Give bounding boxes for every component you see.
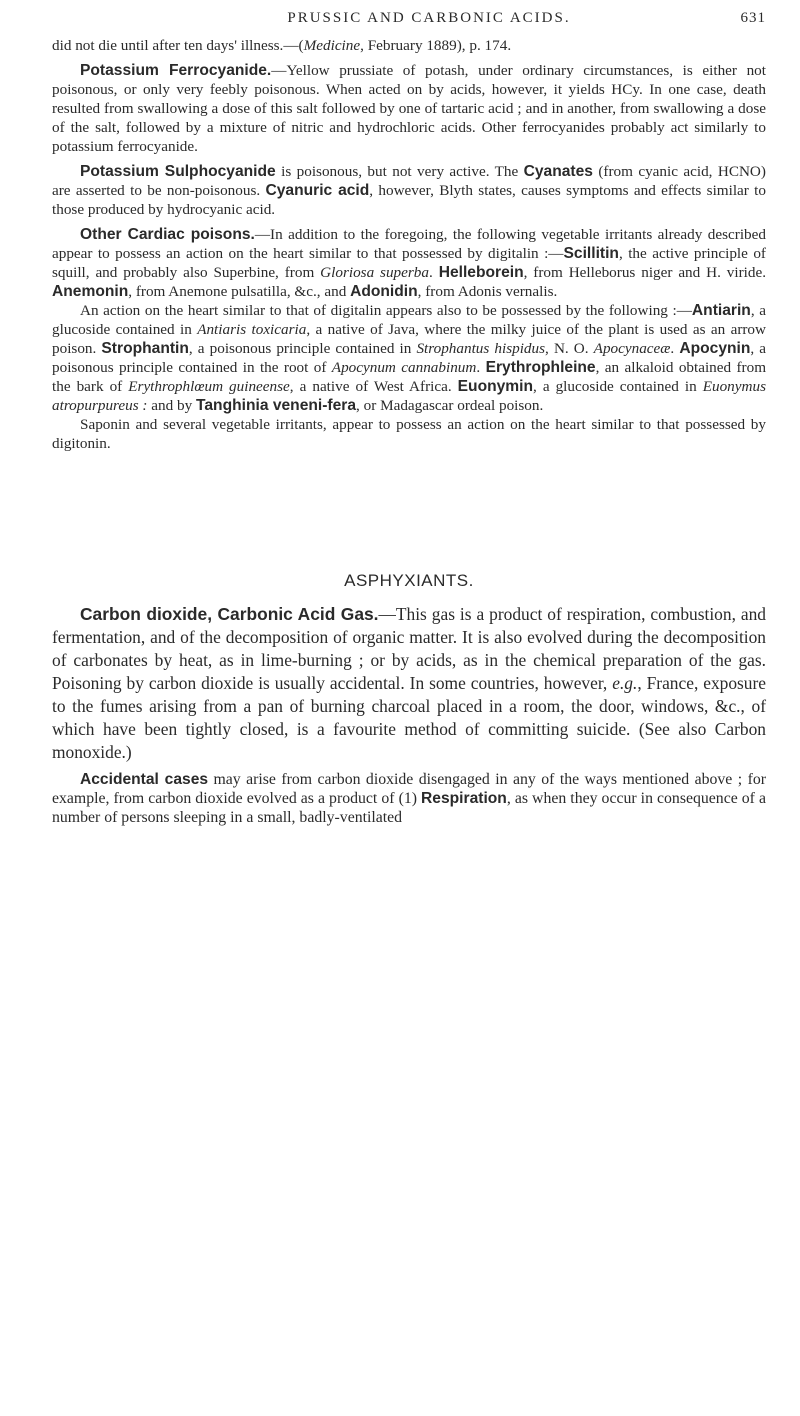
- entry-heading: Potassium Sulphocyanide: [80, 163, 276, 180]
- species-name: Gloriosa superba: [320, 264, 429, 281]
- section-heading: ASPHYXIANTS.: [344, 571, 474, 590]
- text-run: , from Adonis vernalis.: [417, 283, 558, 300]
- text-run: is poisonous, but not very active. The: [275, 163, 524, 180]
- journal-title: Medicine: [303, 37, 361, 54]
- text-run: , a native of West Africa.: [289, 378, 458, 395]
- text-run: (from cyanic acid, HCNO) are asserted to be non-poisonous.: [52, 163, 766, 199]
- entry-heading: Carbon dioxide, Carbonic Acid Gas.: [80, 604, 379, 624]
- text-run: , France, exposure to the fumes arising from a pan of burning charcoal placed in a room, the door, windows, &c., of which have been tightly closed, is a favourite method of committing suicide. (See also Carbon monoxide.): [52, 673, 767, 762]
- entry-heading: Potassium Ferrocyanide.: [80, 62, 272, 79]
- text-run: , from Anemone pulsatilla, &c., and: [128, 283, 351, 300]
- text-run: , a glucoside contained in: [52, 302, 766, 338]
- text-run: may arise from carbon dioxide disengaged in any of the ways mentioned above ; for example, from carbon dioxide evolved as a product of (1): [52, 771, 766, 807]
- text-run: .: [670, 340, 680, 357]
- entry-heading: Other Cardiac poisons.: [80, 226, 255, 243]
- text-run: , however, Blyth states, causes symptoms and effects similar to those produced by hydrocyanic acid.: [52, 182, 766, 218]
- text-run: .: [476, 359, 486, 376]
- text-run: , a native of Java, where the milky juice of the plant is used as an arrow poison.: [52, 321, 766, 357]
- paragraph-potassium-ferrocyanide: [52, 61, 766, 156]
- paragraph-saponin: [52, 415, 766, 453]
- text-run: , an alkaloid obtained from the bark of: [52, 359, 767, 395]
- paragraph-digitalin-like-action: [52, 301, 766, 415]
- page-number: 631: [740, 10, 766, 26]
- paragraph-potassium-sulphocyanide: [52, 162, 766, 219]
- text-run: —In addition to the foregoing, the following vegetable irritants already described appear to possess an action on the heart similar to that possessed by digitalin :—: [52, 226, 766, 262]
- entry-heading: Tanghinia veneni-fera: [196, 397, 357, 414]
- entry-heading: Adonidin: [350, 283, 418, 300]
- family-name: Apocynaceæ: [593, 340, 671, 357]
- text-run: , as when they occur in consequence of a number of persons sleeping in a small, badly-ventilated: [52, 790, 766, 826]
- entry-heading: Apocynin: [679, 340, 751, 357]
- entry-heading: Erythrophleine: [485, 359, 596, 376]
- entry-heading: Antiarin: [691, 302, 751, 319]
- text-run: , the active principle of squill, and probably also Superbine, from: [52, 245, 766, 281]
- entry-heading: Respiration: [421, 790, 507, 807]
- paragraph-accidental-cases: [52, 770, 766, 827]
- entry-heading: Helleborein: [438, 264, 524, 281]
- running-title: PRUSSIC AND CARBONIC ACIDS.: [287, 10, 571, 26]
- entry-heading: Accidental cases: [80, 771, 209, 788]
- text-run: , February 1889), p. 174.: [360, 37, 512, 54]
- text-run: .: [429, 264, 439, 281]
- paragraph-continuation: [52, 36, 766, 55]
- text-run: —Yellow prussiate of potash, under ordinary circumstances, is either not poisonous, or only very feebly poisonous. When acted on by acids, however, it yields HCy. In one case, death resulted from swallowing a dose of this salt followed by one of tartaric acid ; and in another, from swallowing a dose of the salt, followed by a mixture of nitric and hydrochloric acids. Other ferrocyanides probably act similarly to potassium ferrocyanide.: [52, 62, 766, 155]
- entry-heading: Scillitin: [563, 245, 619, 262]
- paragraph-other-cardiac-poisons: [52, 225, 766, 301]
- species-name: Erythrophlœum guineense: [128, 378, 290, 395]
- text-run: , a glucoside contained in: [533, 378, 703, 395]
- text-run: , from Helleborus niger and H. viride.: [523, 264, 767, 281]
- entry-heading: Cyanuric acid: [265, 182, 370, 199]
- text-run: , N. O.: [545, 340, 594, 357]
- entry-heading: Strophantin: [101, 340, 189, 357]
- text-run: , a poisonous principle contained in the root of: [52, 340, 767, 376]
- entry-heading: Anemonin: [52, 283, 129, 300]
- text-run: , or Madagascar ordeal poison.: [356, 397, 544, 414]
- book-page: [52, 10, 766, 827]
- text-run: An action on the heart similar to that of digitalin appears also to be possessed by the following :—: [80, 302, 692, 319]
- paragraph-carbon-dioxide: [52, 603, 766, 764]
- species-name: Apocynum cannabinum: [331, 359, 477, 376]
- text-run: Saponin and several vegetable irritants, appear to possess an action on the heart similar to that possessed by digitonin.: [52, 416, 766, 452]
- running-head: [52, 10, 766, 36]
- text-run: and by: [147, 397, 197, 414]
- abbreviation: e.g.: [612, 673, 638, 693]
- species-name: Euonymus atropurpureus :: [52, 378, 766, 414]
- text-run: —This gas is a product of respiration, combustion, and fermentation, and of the decomposition of organic matter. It is also evolved during the decomposition of carbonates by heat, as in lime-burning ; or by acids, as in the chemical preparation of the gas. Poisoning by carbon dioxide is usually accidental. In some countries, however,: [52, 604, 766, 693]
- entry-heading: Euonymin: [457, 378, 534, 395]
- text-run: did not die until after ten days' illness.—(: [52, 37, 304, 54]
- species-name: Antiaris toxicaria: [197, 321, 307, 338]
- text-run: , a poisonous principle contained in: [188, 340, 417, 357]
- species-name: Strophantus hispidus: [416, 340, 546, 357]
- entry-heading: Cyanates: [523, 163, 593, 180]
